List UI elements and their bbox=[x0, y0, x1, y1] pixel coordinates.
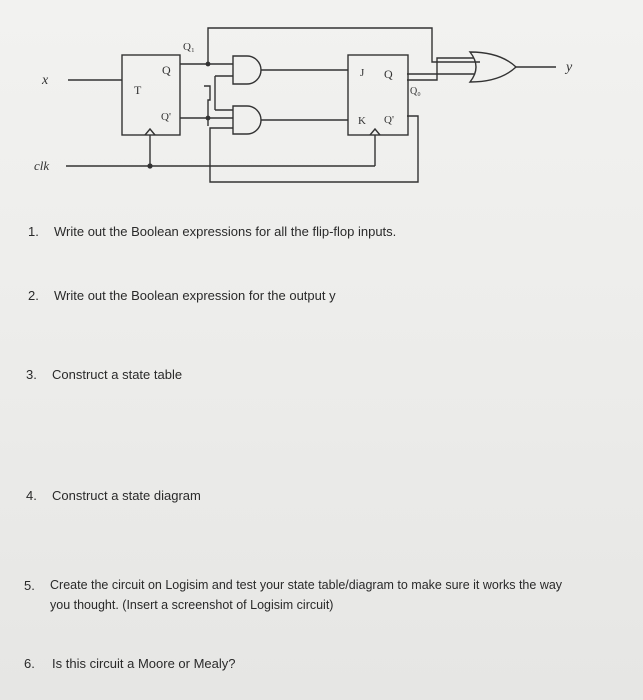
question-3-text: Construct a state table bbox=[52, 367, 183, 382]
question-2-text: Write out the Boolean expression for the output y bbox=[54, 288, 336, 303]
question-5-text-line-1: Create the circuit on Logisim and test your state table/diagram to make sure it works the way bbox=[50, 578, 563, 592]
and-gate-top bbox=[233, 56, 261, 84]
jk-q-label: Q bbox=[384, 67, 393, 81]
jk-qbar-label: Q' bbox=[384, 114, 394, 126]
question-1-number: 1. bbox=[28, 224, 39, 239]
t-ff-q-label: Q bbox=[162, 63, 171, 77]
question-2-number: 2. bbox=[28, 288, 39, 303]
question-4-number: 4. bbox=[26, 488, 37, 503]
jk-k-label: K bbox=[358, 115, 366, 127]
and-gate-bottom bbox=[233, 106, 261, 134]
jk-j-label: J bbox=[360, 67, 365, 79]
q1-label: Q₁ bbox=[183, 41, 195, 53]
q1-wire bbox=[180, 28, 480, 64]
question-6-number: 6. bbox=[24, 656, 35, 671]
jk-flip-flop bbox=[348, 55, 408, 135]
or-gate bbox=[470, 52, 516, 82]
sequential-circuit-diagram bbox=[0, 0, 643, 200]
question-6-text: Is this circuit a Moore or Mealy? bbox=[52, 656, 236, 671]
clk-label: clk bbox=[34, 158, 50, 173]
question-4-text: Construct a state diagram bbox=[52, 488, 201, 503]
t-flip-flop bbox=[122, 55, 180, 135]
t-ff-qbar-label: Q' bbox=[161, 111, 171, 123]
question-1-text: Write out the Boolean expressions for all the flip-flop inputs. bbox=[54, 224, 397, 239]
question-5-text-line-2: you thought. (Insert a screenshot of Logisim circuit) bbox=[50, 598, 334, 612]
t-ff-input-label: T bbox=[134, 83, 142, 97]
q0-label: Q₀ bbox=[410, 86, 421, 97]
question-5-number: 5. bbox=[24, 578, 35, 593]
question-3-number: 3. bbox=[26, 367, 37, 382]
y-label: y bbox=[566, 60, 573, 75]
x-label: x bbox=[42, 73, 49, 88]
